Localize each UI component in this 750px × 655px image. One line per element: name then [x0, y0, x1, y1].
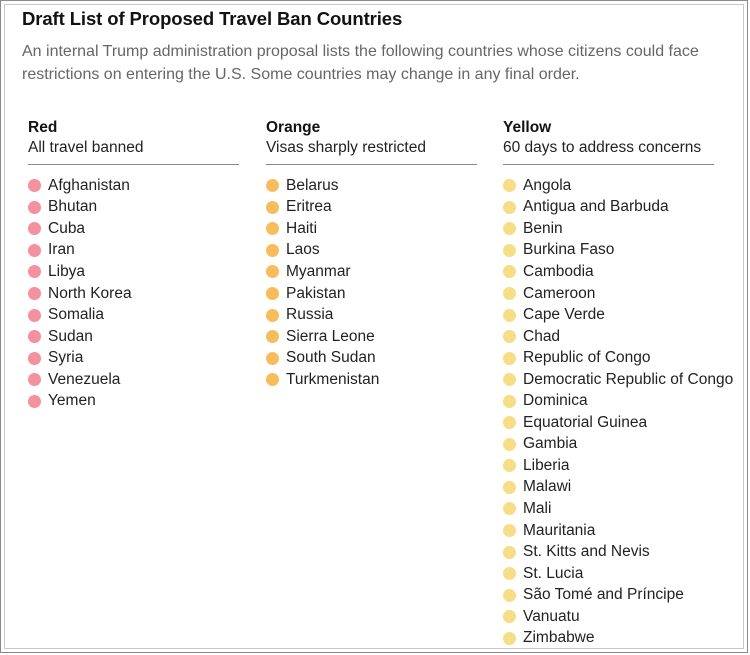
category-dot-icon [28, 330, 41, 343]
country-item [266, 197, 477, 219]
page-title: Draft List of Proposed Travel Ban Countries [22, 8, 403, 29]
country-name: Belarus [286, 176, 339, 194]
country-name: Somalia [48, 306, 104, 324]
page-subtitle: An internal Trump administration proposal lists the following countries whose citizens could face restrictions on entering the U.S. Some countries may change in any final order. [22, 43, 699, 83]
country-name: South Sudan [286, 349, 376, 367]
country-name: Republic of Congo [523, 349, 651, 367]
category-dot-icon [266, 265, 279, 278]
category-dot-icon [503, 438, 516, 451]
country-name: Antigua and Barbuda [523, 198, 669, 216]
country-name: Myanmar [286, 262, 351, 280]
country-item [503, 326, 733, 348]
category-dot-icon [503, 567, 516, 580]
country-item [503, 541, 733, 563]
category-dot-icon [503, 546, 516, 559]
country-name: Vanuatu [523, 607, 580, 625]
country-item [266, 326, 477, 348]
country-name: Afghanistan [48, 176, 130, 194]
category-dot-icon [28, 352, 41, 365]
country-item [28, 240, 239, 262]
category-dot-icon [503, 330, 516, 343]
category-dot-icon [503, 395, 516, 408]
country-name: Turkmenistan [286, 370, 380, 388]
country-item [503, 197, 733, 219]
country-name: Mauritania [523, 521, 596, 539]
country-name: Mali [523, 499, 552, 517]
category-dot-icon [503, 610, 516, 623]
country-name: Bhutan [48, 198, 98, 216]
country-list [28, 175, 239, 412]
country-item [503, 304, 733, 326]
column-header [503, 118, 714, 165]
category-dot-icon [503, 589, 516, 602]
category-dot-icon [503, 459, 516, 472]
country-item [266, 304, 477, 326]
category-dot-icon [503, 416, 516, 429]
country-item [28, 390, 239, 412]
column-yellow [503, 118, 733, 649]
country-name: Zimbabwe [523, 629, 595, 647]
country-name: Libya [48, 262, 86, 280]
category-dot-icon [266, 330, 279, 343]
column-description: All travel banned [28, 139, 144, 156]
country-name: St. Kitts and Nevis [523, 543, 650, 561]
country-name: Angola [523, 176, 572, 194]
column-description: Visas sharply restricted [266, 139, 426, 156]
country-item [503, 347, 733, 369]
country-item [503, 412, 733, 434]
category-dot-icon [503, 352, 516, 365]
country-item [28, 218, 239, 240]
category-dot-icon [28, 395, 41, 408]
country-name: Liberia [523, 456, 570, 474]
category-dot-icon [503, 502, 516, 515]
category-dot-icon [266, 179, 279, 192]
category-dot-icon [28, 179, 41, 192]
column-red [28, 118, 239, 412]
category-dot-icon [28, 287, 41, 300]
category-dot-icon [266, 287, 279, 300]
category-dot-icon [266, 222, 279, 235]
country-name: Burkina Faso [523, 241, 615, 259]
country-item [503, 369, 733, 391]
country-name: Cambodia [523, 262, 594, 280]
country-item [266, 175, 477, 197]
country-name: Haiti [286, 219, 318, 237]
category-dot-icon [28, 309, 41, 322]
category-dot-icon [266, 309, 279, 322]
country-item [266, 240, 477, 262]
country-name: Pakistan [286, 284, 346, 302]
country-item [503, 498, 733, 520]
category-dot-icon [503, 244, 516, 257]
country-name: Venezuela [48, 370, 121, 388]
country-item [503, 218, 733, 240]
country-item [28, 369, 239, 391]
category-dot-icon [266, 352, 279, 365]
country-name: Laos [286, 241, 320, 259]
category-dot-icon [28, 201, 41, 214]
country-name: Chad [523, 327, 561, 345]
category-dot-icon [503, 309, 516, 322]
country-item [503, 283, 733, 305]
category-dot-icon [503, 287, 516, 300]
country-item [503, 240, 733, 262]
column-description: 60 days to address concerns [503, 139, 702, 156]
country-name: Sierra Leone [286, 327, 375, 345]
country-name: Cape Verde [523, 306, 605, 324]
country-list [266, 175, 477, 390]
country-item [503, 627, 733, 649]
category-dot-icon [266, 244, 279, 257]
column-name: Yellow [503, 119, 552, 136]
country-item [28, 197, 239, 219]
category-dot-icon [503, 265, 516, 278]
country-name: Democratic Republic of Congo [523, 370, 734, 388]
column-name: Orange [266, 119, 321, 136]
country-item [503, 261, 733, 283]
column-header [28, 118, 239, 165]
category-dot-icon [503, 481, 516, 494]
country-name: Sudan [48, 327, 93, 345]
country-item [503, 563, 733, 585]
country-item [28, 283, 239, 305]
country-item [266, 218, 477, 240]
category-dot-icon [503, 179, 516, 192]
category-dot-icon [266, 201, 279, 214]
country-item [266, 347, 477, 369]
country-name: São Tomé and Príncipe [523, 586, 684, 604]
country-list [503, 175, 733, 649]
country-name: Eritrea [286, 198, 332, 216]
country-item [266, 283, 477, 305]
country-item [266, 369, 477, 391]
country-item [28, 326, 239, 348]
country-item [503, 584, 733, 606]
country-name: Gambia [523, 435, 578, 453]
category-dot-icon [28, 244, 41, 257]
country-name: Malawi [523, 478, 572, 496]
country-name: Syria [48, 349, 84, 367]
country-item [28, 261, 239, 283]
category-dot-icon [503, 222, 516, 235]
column-name: Red [28, 119, 58, 136]
country-item [503, 175, 733, 197]
category-dot-icon [503, 373, 516, 386]
category-dot-icon [266, 373, 279, 386]
column-header [266, 118, 477, 165]
country-name: Cameroon [523, 284, 596, 302]
category-dot-icon [503, 524, 516, 537]
category-dot-icon [503, 632, 516, 645]
country-name: Russia [286, 306, 334, 324]
country-item [28, 175, 239, 197]
country-item [28, 304, 239, 326]
country-name: Dominica [523, 392, 588, 410]
country-name: Yemen [48, 392, 96, 410]
country-item [503, 520, 733, 542]
category-dot-icon [28, 265, 41, 278]
country-item [503, 390, 733, 412]
country-name: North Korea [48, 284, 132, 302]
country-item [503, 455, 733, 477]
country-name: St. Lucia [523, 564, 584, 582]
country-item [28, 347, 239, 369]
country-item [503, 606, 733, 628]
category-dot-icon [503, 201, 516, 214]
country-name: Cuba [48, 219, 86, 237]
country-name: Benin [523, 219, 563, 237]
country-name: Equatorial Guinea [523, 413, 648, 431]
country-item [266, 261, 477, 283]
country-item [503, 434, 733, 456]
category-dot-icon [28, 373, 41, 386]
country-name: Iran [48, 241, 75, 259]
category-dot-icon [28, 222, 41, 235]
column-orange [266, 118, 477, 390]
country-item [503, 477, 733, 499]
